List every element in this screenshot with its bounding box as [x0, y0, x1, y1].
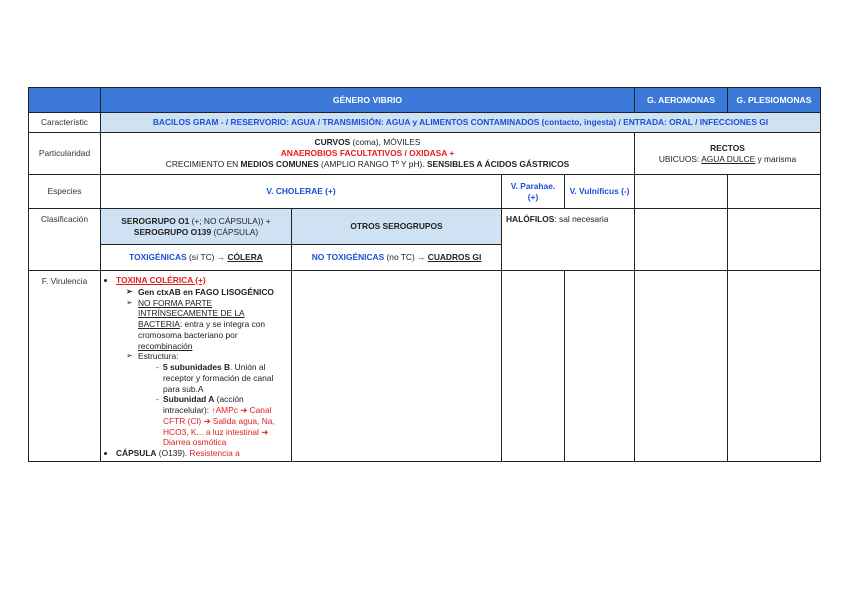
crecimiento-line [105, 159, 630, 170]
toxina-colerica-text: TOXINA COLÉRICA (+) [116, 275, 206, 285]
serogrupo-o1-rest: (+; NO CÁPSULA)) + [189, 215, 271, 226]
halofilos-rest: : sal necesaria [554, 214, 609, 224]
serogrupo-o139-text: SEROGRUPO O139 [133, 226, 212, 237]
subunidad-a-red-text: ↑AMPc ➜ Canal CFTR (Cl) ➜ Salida agua, Na, HCO3, K... a luz intestinal ➜ Diarrea osmótica [163, 405, 275, 448]
crecimiento-mid: (AMPLIO RANGO Tº Y pH). [318, 158, 427, 169]
clasificacion-label: Clasificación [29, 209, 101, 271]
subunidades-b-rest: . Unión al receptor y formación de canal para sub.A [163, 362, 274, 394]
clasificacion-plesiomonas-empty [728, 209, 821, 271]
serogrupo-o1-line [105, 216, 287, 227]
ubicuos-suffix: y marisma [755, 153, 797, 164]
toxigenicas-text: TOXIGÉNICAS [129, 252, 187, 263]
toxina-sub-list [116, 287, 287, 448]
especies-aeromonas-empty [635, 175, 728, 209]
no-toxigenicas-cell [292, 245, 502, 271]
virulencia-list [105, 275, 287, 459]
subunidad-a-rest: (acción intracelular): [163, 394, 244, 415]
subunidades-b-text: 5 subunidades B [163, 362, 231, 372]
crecimiento-prefix: CRECIMIENTO EN [165, 158, 241, 169]
especie-vulnificus: V. Vulnificus (-) [565, 175, 635, 209]
toxigenicas-rest: (sí TC) → [186, 252, 228, 263]
virulencia-label: F. Virulencia [29, 271, 101, 462]
estructura-item [126, 351, 287, 448]
cuadros-gi-text: CUADROS GI [427, 252, 482, 263]
subunidades-b-item [156, 362, 287, 394]
serogrupo-o139-rest: (CÁPSULA) [211, 226, 259, 237]
caracteristic-row [29, 113, 821, 133]
capsula-text: CÁPSULA [116, 448, 157, 458]
ubicuos-line [639, 154, 816, 165]
capsula-item [116, 448, 287, 459]
estructura-list [138, 362, 287, 448]
vibrio-summary-table [28, 87, 821, 462]
caracteristic-content: BACILOS GRAM - / RESERVORIO: AGUA / TRANSMISIÓN: AGUA y ALIMENTOS CONTAMINADOS (contacto, ingesta) / ENTRADA: ORAL / INFECCIONES GI [101, 113, 821, 133]
ubicuos-prefix: UBICUOS: [658, 153, 702, 164]
caracteristic-label: Característic [29, 113, 101, 133]
serogrupo-o139-line [105, 227, 287, 238]
subunidad-a-text: Subunidad A [163, 394, 215, 405]
particularidad-vibrio-cell [101, 133, 635, 175]
toxigenicas-cell [101, 245, 292, 271]
rectos-text: RECTOS [710, 142, 745, 153]
particularidad-aero-plesio-cell [635, 133, 821, 175]
particularidad-label: Particularidad [29, 133, 101, 175]
agua-dulce-text: AGUA DULCE [701, 153, 756, 164]
header-row [29, 88, 821, 113]
no-forma-parte-item [126, 298, 287, 352]
halofilos-cell [502, 209, 635, 271]
especies-label: Especies [29, 175, 101, 209]
no-toxigenicas-text: NO TOXIGÉNICAS [311, 252, 385, 263]
particularidad-row [29, 133, 821, 175]
clasificacion-aeromonas-empty [635, 209, 728, 271]
curvos-line [105, 137, 630, 148]
no-forma-parte-rest: : entra y se integra con cromosoma bacteriano por [138, 319, 266, 340]
header-empty-cell [29, 88, 101, 113]
header-aeromonas: G. AEROMONAS [635, 88, 728, 113]
virulencia-empty-2 [502, 271, 565, 462]
halofilos-text: HALÓFILOS [506, 214, 555, 224]
otros-serogrupos-cell: OTROS SEROGRUPOS [292, 209, 502, 245]
curvos-rest-text: (coma), MÓVILES [350, 137, 421, 148]
serogrupo-o1-text: SEROGRUPO O1 [121, 215, 190, 226]
estructura-text: Estructura: [138, 351, 179, 362]
virulencia-empty-3 [565, 271, 635, 462]
capsula-red-text: Resistencia a [189, 448, 240, 458]
curvos-text: CURVOS [314, 137, 351, 148]
capsula-rest: (O139). [156, 448, 190, 458]
toxina-item [116, 275, 287, 448]
recombinacion-text: recombinación [138, 340, 193, 351]
especies-plesiomonas-empty [728, 175, 821, 209]
gen-ctxab-item: ➢ Gen ctxAB en FAGO LISOGÉNICO [126, 287, 287, 298]
serogrupo-o1-cell [101, 209, 292, 245]
header-genero-vibrio: GÉNERO VIBRIO [101, 88, 635, 113]
no-forma-parte-text: NO FORMA PARTE INTRÍNSECAMENTE DE LA BACTERIA [138, 297, 245, 329]
virulencia-empty-5 [728, 271, 821, 462]
especie-cholerae: V. CHOLERAE (+) [101, 175, 502, 209]
medios-comunes-text: MEDIOS COMUNES [240, 158, 319, 169]
no-toxigenicas-rest: (no TC) → [384, 252, 428, 263]
clasificacion-row-1 [29, 209, 821, 245]
subunidad-a-item [156, 394, 287, 448]
virulencia-empty-4 [635, 271, 728, 462]
especie-parahae: V. Parahae. (+) [502, 175, 565, 209]
especies-row [29, 175, 821, 209]
virulencia-content-cell [101, 271, 292, 462]
sensibles-text: SENSIBLES A ÁCIDOS GÁSTRICOS [426, 158, 570, 169]
virulencia-empty-1 [292, 271, 502, 462]
header-plesiomonas: G. PLESIOMONAS [728, 88, 821, 113]
virulencia-row [29, 271, 821, 462]
colera-text: CÓLERA [227, 252, 263, 263]
anaerobios-line: ANAEROBIOS FACULTATIVOS / OXIDASA + [280, 148, 455, 159]
